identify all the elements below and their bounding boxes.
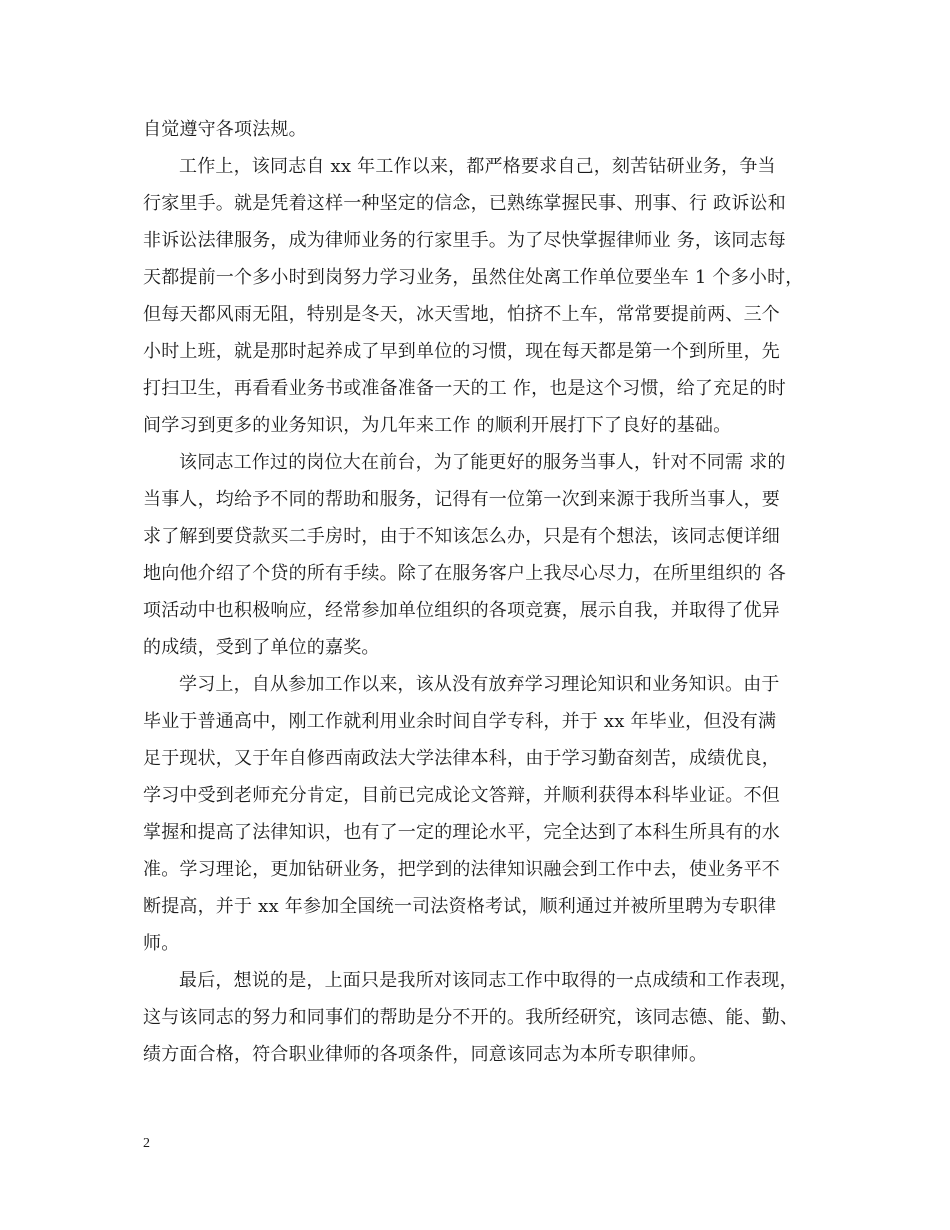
text-line: 求了解到要贷款买二手房时，由于不知该怎么办，只是有个想法，该同志便详细	[143, 526, 780, 547]
text-line: 断提高，并于 xx 年参加全国统一司法资格考试，顺利通过并被所里聘为专职律	[143, 896, 777, 917]
text-line: 打扫卫生，再看看业务书或准备准备一天的工 作，也是这个习惯，给了充足的时	[143, 378, 786, 399]
paragraph-start-line: 该同志工作过的岗位大在前台，为了能更好的服务当事人，针对不同需 求的	[179, 452, 786, 473]
text-line: 行家里手。就是凭着这样一种坚定的信念，已熟练掌握民事、刑事、行 政诉讼和	[143, 193, 786, 214]
text-line: 非诉讼法律服务，成为律师业务的行家里手。为了尽快掌握律师业 务，该同志每	[143, 230, 786, 251]
text-line: 这与该同志的努力和同事们的帮助是分不开的。我所经研究，该同志德、能、勤、	[143, 1007, 799, 1028]
text-line: 师。	[143, 933, 180, 954]
text-line: 项活动中也积极响应，经常参加单位组织的各项竞赛，展示自我，并取得了优异	[143, 600, 780, 621]
text-line: 地向他介绍了个贷的所有手续。除了在服务客户上我尽心尽力，在所里组织的 各	[143, 563, 786, 584]
page-number: 2	[143, 1136, 150, 1151]
paragraph-start-line: 学习上，自从参加工作以来，该从没有放弃学习理论知识和业务知识。由于	[179, 674, 780, 695]
document-body	[143, 111, 833, 1073]
text-line: 的成绩，受到了单位的嘉奖。	[143, 637, 380, 658]
text-line: 足于现状，又于年自修西南政法大学法律本科，由于学习勤奋刻苦，成绩优良，	[143, 748, 780, 769]
text-line: 学习中受到老师充分肯定，目前已完成论文答辩，并顺利获得本科毕业证。不但	[143, 785, 780, 806]
text-line: 天都提前一个多小时到岗努力学习业务，虽然住处离工作单位要坐车 1 个多小时，	[143, 267, 804, 288]
text-line: 但每天都风雨无阻，特别是冬天，冰天雪地，怕挤不上车，常常要提前两、三个	[143, 304, 780, 325]
text-line: 小时上班，就是那时起养成了早到单位的习惯，现在每天都是第一个到所里，先	[143, 341, 780, 362]
text-line: 绩方面合格，符合职业律师的各项条件，同意该同志为本所专职律师。	[143, 1044, 708, 1065]
text-line: 间学习到更多的业务知识，为几年来工作 的顺利开展打下了良好的基础。	[143, 415, 732, 436]
paragraph-start-line: 最后，想说的是，上面只是我所对该同志工作中取得的一点成绩和工作表现，	[179, 970, 798, 991]
text-line: 当事人，均给予不同的帮助和服务，记得有一位第一次到来源于我所当事人，要	[143, 489, 780, 510]
text-line: 自觉遵守各项法规。	[143, 119, 307, 140]
text-line: 毕业于普通高中，刚工作就利用业余时间自学专科，并于 xx 年毕业，但没有满	[143, 711, 777, 732]
paragraph-start-line: 工作上，该同志自 xx 年工作以来，都严格要求自己，刻苦钻研业务，争当	[179, 156, 776, 177]
text-line: 掌握和提高了法律知识，也有了一定的理论水平，完全达到了本科生所具有的水	[143, 822, 780, 843]
text-line: 准。学习理论，更加钻研业务，把学到的法律知识融会到工作中去，使业务平不	[143, 859, 780, 880]
